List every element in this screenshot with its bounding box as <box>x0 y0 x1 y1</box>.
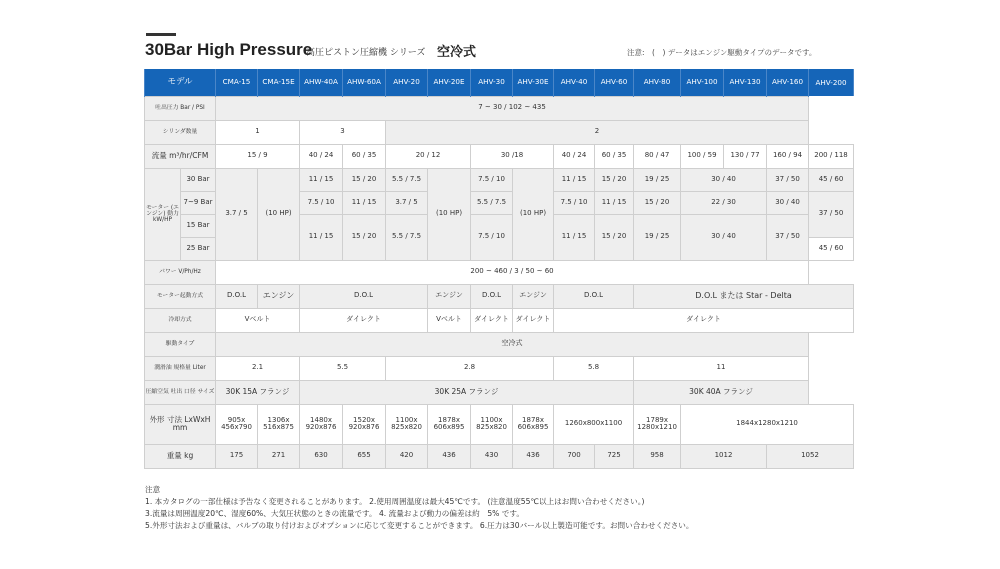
model-col-header: AHV-80 <box>634 69 681 96</box>
footnote-line: 3.流量は周囲温度20℃、湿度60%、大気圧状態のときの流量です。 4. 流量および動力の偏差は約 5% です。 <box>145 509 524 518</box>
table-cell: Vベルト <box>216 308 300 332</box>
table-cell: D.O.L <box>554 284 634 308</box>
row-label: 潤滑油 規格量 Liter <box>145 356 216 380</box>
model-col-header: AHV-30 <box>471 69 513 96</box>
table-cell: 1878x 606x895 <box>428 404 471 444</box>
weight-row <box>145 444 854 468</box>
oil-capacity-row <box>145 356 854 380</box>
row-label: パワー V/Ph/Hz <box>145 260 216 284</box>
table-cell: ダイレクト <box>471 308 513 332</box>
title-accent-bar <box>146 33 176 36</box>
table-cell: D.O.L <box>471 284 513 308</box>
row-label: 重量 kg <box>145 444 216 468</box>
table-cell: 11 <box>634 356 809 380</box>
table-cell: 11 / 15 <box>343 191 386 214</box>
table-cell: 630 <box>300 444 343 468</box>
row-label: 吐出圧力 Bar / PSI <box>145 96 216 120</box>
table-cell: 5.5 / 7.5 <box>386 214 428 260</box>
table-cell: 11 / 15 <box>300 168 343 191</box>
flow-row <box>145 144 854 168</box>
model-header: モデル <box>145 69 216 96</box>
table-cell: 37 / 50 <box>767 214 809 260</box>
table-cell: 200 ~ 460 / 3 / 50 ~ 60 <box>216 260 809 284</box>
model-col-header: AHV-40 <box>554 69 595 96</box>
cooling-method-row <box>145 308 854 332</box>
model-col-header: AHW-60A <box>343 69 386 96</box>
table-cell: 11 / 15 <box>554 168 595 191</box>
pressure-sublabel: 30 Bar <box>181 168 216 191</box>
table-cell: 11 / 15 <box>595 191 634 214</box>
table-cell: 15 / 20 <box>595 168 634 191</box>
table-cell: 7 ~ 30 / 102 ~ 435 <box>216 96 809 120</box>
table-cell: 725 <box>595 444 634 468</box>
table-cell: 3.7 / 5 <box>216 168 258 260</box>
footnotes <box>145 484 693 532</box>
row-label: モーター起動方式 <box>145 284 216 308</box>
table-cell: 1306x 516x875 <box>258 404 300 444</box>
table-cell: 5.8 <box>554 356 634 380</box>
table-cell: 空冷式 <box>216 332 809 356</box>
pressure-sublabel: 7~9 Bar <box>181 191 216 214</box>
table-cell: 1 <box>216 120 300 144</box>
pressure-sublabel: 25 Bar <box>181 237 216 260</box>
pressure-sublabel: 15 Bar <box>181 214 216 237</box>
engine-data-note: 注意: ( ) データはエンジン駆動タイプのデータです。 <box>627 48 817 57</box>
table-cell: Vベルト <box>428 308 471 332</box>
table-cell: 1480x 920x876 <box>300 404 343 444</box>
table-cell: 30K 40A フランジ <box>634 380 809 404</box>
row-label: 外形 寸法 LxWxH mm <box>145 404 216 444</box>
header-row <box>145 69 854 96</box>
table-cell: 40 / 24 <box>300 144 343 168</box>
table-cell: D.O.L <box>216 284 258 308</box>
model-col-header: AHV-60 <box>595 69 634 96</box>
table-cell: 436 <box>428 444 471 468</box>
table-cell: 1100x 825x820 <box>386 404 428 444</box>
table-cell: 15 / 9 <box>216 144 300 168</box>
table-cell: (10 HP) <box>513 168 554 260</box>
table-cell: ダイレクト <box>513 308 554 332</box>
table-cell: (10 HP) <box>258 168 300 260</box>
port-size-row <box>145 380 854 404</box>
table-cell: (10 HP) <box>428 168 471 260</box>
table-cell: 11 / 15 <box>554 214 595 260</box>
cooling-type-title: 空冷式 <box>437 45 477 60</box>
table-cell: 19 / 25 <box>634 168 681 191</box>
power-row <box>145 260 854 284</box>
footnote-line: 5.外形寸法および重量は、バルブの取り付けおよびオプションに応じて変更することができます。 6.圧力は30バール以上製造可能です。お問い合わせください。 <box>145 521 694 530</box>
table-cell: D.O.L <box>300 284 428 308</box>
table-cell: 45 / 60 <box>809 237 854 260</box>
table-cell: 30K 25A フランジ <box>300 380 634 404</box>
table-cell: 200 / 118 <box>809 144 854 168</box>
table-cell: 15 / 20 <box>343 214 386 260</box>
table-cell: 20 / 12 <box>386 144 471 168</box>
table-cell: 1878x 606x895 <box>513 404 554 444</box>
table-cell: 2 <box>386 120 809 144</box>
table-cell: 40 / 24 <box>554 144 595 168</box>
table-cell: 3 <box>300 120 386 144</box>
model-col-header: AHV-100 <box>681 69 724 96</box>
table-cell: 436 <box>513 444 554 468</box>
table-cell: 30 /18 <box>471 144 554 168</box>
series-subtitle: 高圧ピストン圧縮機 シリーズ <box>306 48 426 58</box>
spec-table <box>144 69 854 469</box>
model-col-header: AHV-20 <box>386 69 428 96</box>
table-cell: 1789x 1280x1210 <box>634 404 681 444</box>
model-col-header: AHV-130 <box>724 69 767 96</box>
page-title: 30Bar High Pressure <box>145 40 313 59</box>
table-cell: 3.7 / 5 <box>386 191 428 214</box>
table-cell: 160 / 94 <box>767 144 809 168</box>
start-method-row <box>145 284 854 308</box>
table-cell: 100 / 59 <box>681 144 724 168</box>
footnote-line: 1. 本カタログの一部仕様は予告なく変更されることがあります。 2.使用周囲温度は最大45℃です。 (注意温度55℃以上はお問い合わせください。) <box>145 497 645 506</box>
table-cell: ダイレクト <box>554 308 854 332</box>
table-cell: 37 / 50 <box>809 191 854 237</box>
table-cell: 5.5 <box>300 356 386 380</box>
model-col-header: AHW-40A <box>300 69 343 96</box>
model-col-header: CMA-15 <box>216 69 258 96</box>
table-cell: 30 / 40 <box>681 214 767 260</box>
table-cell: 37 / 50 <box>767 168 809 191</box>
table-cell: 175 <box>216 444 258 468</box>
table-cell: 700 <box>554 444 595 468</box>
table-cell: 15 / 20 <box>343 168 386 191</box>
table-cell: 1012 <box>681 444 767 468</box>
row-label: 駆動タイプ <box>145 332 216 356</box>
footnote-title: 注意 <box>145 485 161 494</box>
table-cell: 30 / 40 <box>767 191 809 214</box>
table-cell: 2.8 <box>386 356 554 380</box>
table-cell: 1844x1280x1210 <box>681 404 854 444</box>
dimensions-row <box>145 404 854 444</box>
table-cell: 11 / 15 <box>300 214 343 260</box>
table-cell: 80 / 47 <box>634 144 681 168</box>
table-cell: 30K 15A フランジ <box>216 380 300 404</box>
model-col-header: AHV-160 <box>767 69 809 96</box>
table-cell: ダイレクト <box>300 308 428 332</box>
table-cell: 7.5 / 10 <box>471 214 513 260</box>
table-cell: D.O.L または Star - Delta <box>634 284 854 308</box>
row-label: モーター (エンジン) 動力 kW/HP <box>145 168 181 260</box>
table-cell: 1052 <box>767 444 854 468</box>
table-cell: 2.1 <box>216 356 300 380</box>
table-cell: 1260x800x1100 <box>554 404 634 444</box>
table-cell: 19 / 25 <box>634 214 681 260</box>
row-label: 冷却方式 <box>145 308 216 332</box>
model-col-header: CMA-15E <box>258 69 300 96</box>
table-cell: 430 <box>471 444 513 468</box>
table-cell: 5.5 / 7.5 <box>471 191 513 214</box>
model-col-header: AHV-20E <box>428 69 471 96</box>
table-cell: 60 / 35 <box>343 144 386 168</box>
table-cell: エンジン <box>428 284 471 308</box>
table-cell: 1520x 920x876 <box>343 404 386 444</box>
table-cell: 655 <box>343 444 386 468</box>
table-cell: 958 <box>634 444 681 468</box>
row-label: 流量 m³/hr/CFM <box>145 144 216 168</box>
table-cell: 15 / 20 <box>595 214 634 260</box>
table-cell: 5.5 / 7.5 <box>386 168 428 191</box>
table-cell: 420 <box>386 444 428 468</box>
table-cell: 45 / 60 <box>809 168 854 191</box>
row-label: 圧縮空気 吐出 口径 サイズ <box>145 380 216 404</box>
table-cell: 905x 456x790 <box>216 404 258 444</box>
table-cell: エンジン <box>513 284 554 308</box>
row-label: シリンダ数量 <box>145 120 216 144</box>
table-cell: エンジン <box>258 284 300 308</box>
cylinder-row <box>145 120 854 144</box>
table-cell: 60 / 35 <box>595 144 634 168</box>
table-cell: 22 / 30 <box>681 191 767 214</box>
table-cell: 7.5 / 10 <box>554 191 595 214</box>
model-col-header: AHV-200 <box>809 69 854 96</box>
table-cell: 7.5 / 10 <box>300 191 343 214</box>
table-cell: 1100x 825x820 <box>471 404 513 444</box>
pressure-row <box>145 96 854 120</box>
table-cell: 30 / 40 <box>681 168 767 191</box>
drive-type-row <box>145 332 854 356</box>
model-col-header: AHV-30E <box>513 69 554 96</box>
table-cell: 7.5 / 10 <box>471 168 513 191</box>
table-cell: 15 / 20 <box>634 191 681 214</box>
table-cell: 130 / 77 <box>724 144 767 168</box>
table-cell: 271 <box>258 444 300 468</box>
motor-row-30bar <box>145 168 854 191</box>
